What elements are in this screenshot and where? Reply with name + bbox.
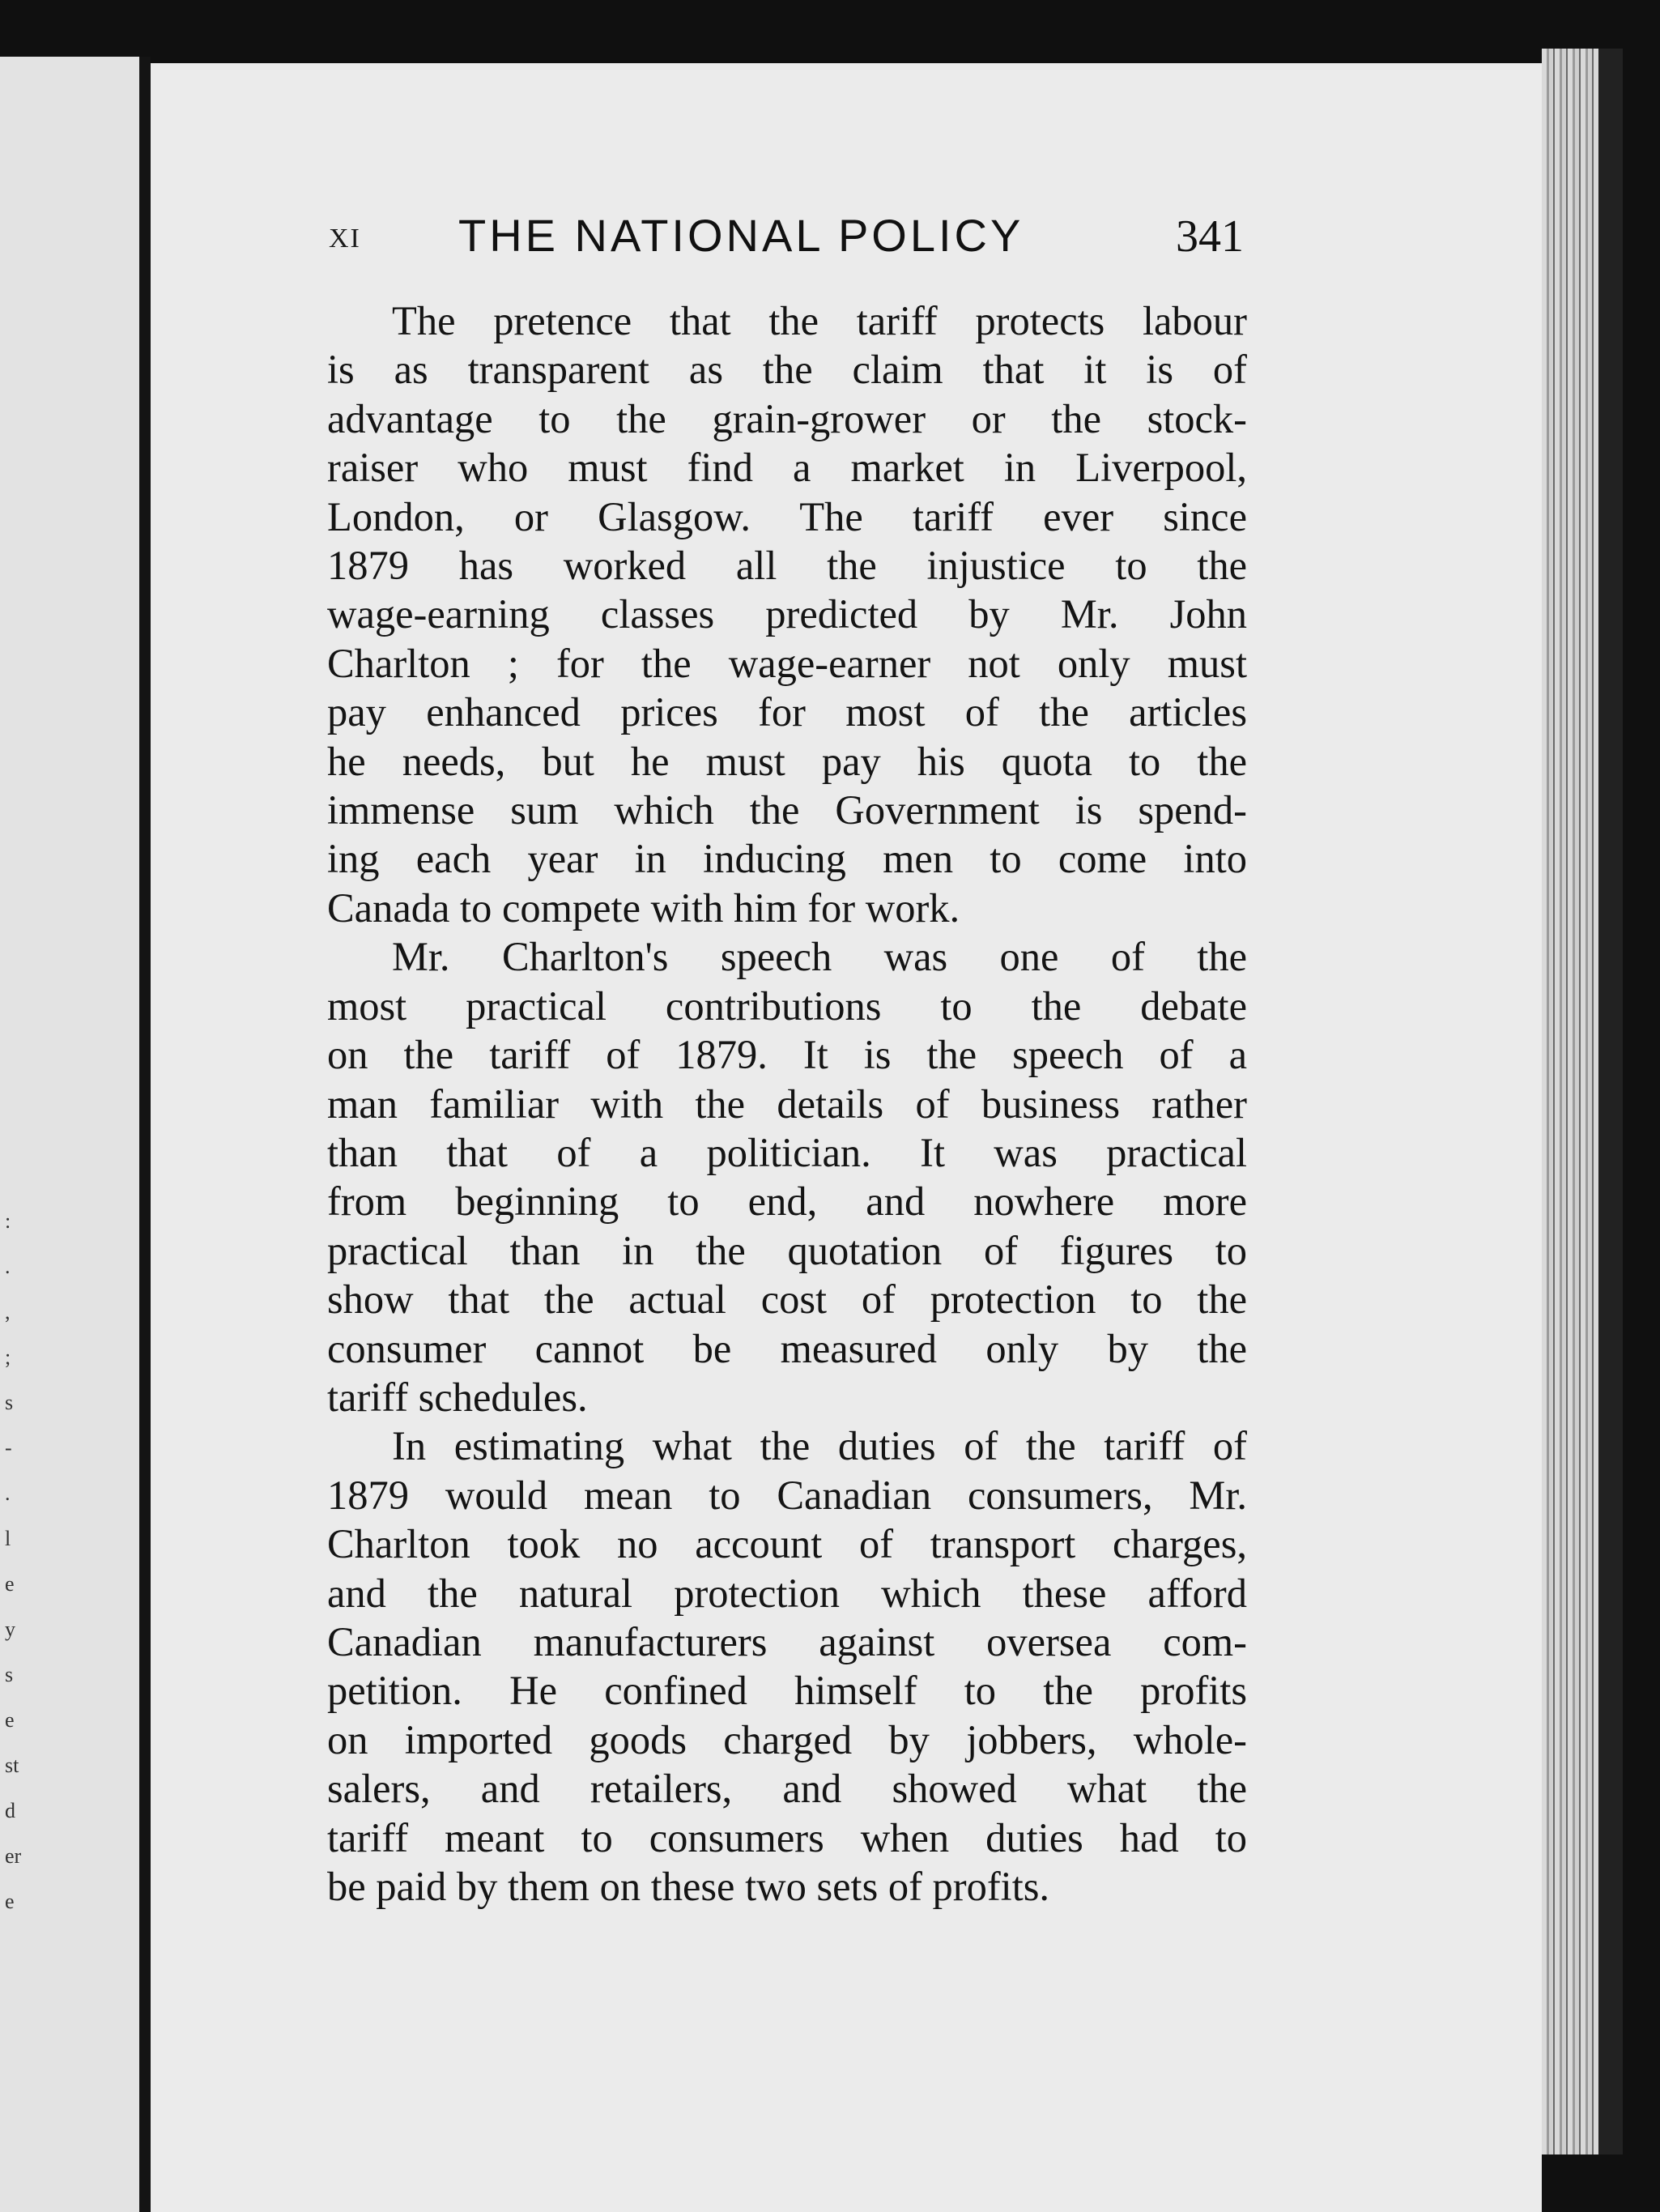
text-line: Canada to compete with him for work.: [327, 884, 960, 931]
page-stack-edge: [1542, 49, 1598, 2154]
margin-fragment: :: [5, 1209, 11, 1233]
facing-page-text-fragments: [5, 1199, 37, 1913]
text-line: raiser who must find a market in Liverpool,: [327, 445, 1247, 491]
margin-fragment: l: [5, 1527, 11, 1550]
text-line: Charlton ; for the wage-earner not only must: [327, 640, 1247, 686]
margin-fragment: e: [5, 1890, 15, 1913]
text-line: 1879 would mean to Canadian consumers, Mr.: [327, 1472, 1247, 1518]
text-line: show that the actual cost of protection to the: [327, 1276, 1247, 1323]
book-gutter: [139, 57, 151, 2212]
running-header: [329, 209, 1244, 274]
margin-fragment: s: [5, 1663, 14, 1686]
margin-fragment: er: [5, 1844, 22, 1868]
running-title: THE NATIONAL POLICY: [458, 210, 1024, 261]
margin-fragment: .: [5, 1255, 11, 1278]
text-line: tariff schedules.: [327, 1374, 588, 1420]
text-line: salers, and retailers, and showed what the: [327, 1766, 1247, 1812]
text-line: ing each year in inducing men to come into: [327, 836, 1247, 882]
text-line: In estimating what the duties of the tariff of: [392, 1423, 1247, 1469]
text-line: is as transparent as the claim that it is of: [327, 347, 1247, 393]
text-line: consumer cannot be measured only by the: [327, 1325, 1247, 1371]
text-line: than that of a politician. It was practical: [327, 1129, 1247, 1175]
margin-fragment: s: [5, 1391, 14, 1414]
paragraph: [327, 296, 1247, 932]
page-number: 341: [1176, 211, 1244, 262]
text-line: man familiar with the details of business rather: [327, 1080, 1247, 1127]
text-line: from beginning to end, and nowhere more: [327, 1178, 1247, 1225]
chapter-number: XI: [329, 224, 361, 254]
text-line: Canadian manufacturers against oversea com-: [327, 1618, 1247, 1664]
body-text: [327, 296, 1247, 1911]
margin-fragment: -: [5, 1436, 12, 1460]
margin-fragment: d: [5, 1799, 15, 1822]
text-line: practical than in the quotation of figures to: [327, 1227, 1247, 1273]
text-line: be paid by them on these two sets of profits.: [327, 1864, 1050, 1909]
margin-fragment: e: [5, 1708, 15, 1732]
paragraph: [327, 932, 1247, 1421]
text-line: tariff meant to consumers when duties had to: [327, 1814, 1247, 1860]
text-line: on the tariff of 1879. It is the speech of a: [327, 1032, 1247, 1078]
text-line: he needs, but he must pay his quota to the: [327, 738, 1247, 784]
text-line: pay enhanced prices for most of the articles: [327, 689, 1247, 735]
margin-fragment: e: [5, 1572, 15, 1596]
text-line: immense sum which the Government is spend-: [327, 787, 1247, 833]
paragraph: [327, 1421, 1247, 1911]
margin-fragment: st: [5, 1754, 19, 1777]
margin-fragment: ;: [5, 1345, 11, 1369]
text-line: The pretence that the tariff protects labour: [392, 298, 1247, 343]
text-line: most practical contributions to the debate: [327, 982, 1247, 1029]
margin-fragment: .: [5, 1481, 11, 1505]
book-cover-edge: [1598, 49, 1623, 2154]
margin-fragment: y: [5, 1617, 15, 1641]
margin-fragment: ,: [5, 1300, 11, 1323]
text-line: London, or Glasgow. The tariff ever since: [327, 493, 1247, 539]
text-line: 1879 has worked all the injustice to the: [327, 543, 1247, 589]
text-line: advantage to the grain-grower or the stock-: [327, 395, 1247, 441]
text-line: Mr. Charlton's speech was one of the: [392, 934, 1247, 980]
text-line: on imported goods charged by jobbers, whole-: [327, 1716, 1247, 1762]
text-line: wage-earning classes predicted by Mr. John: [327, 591, 1247, 637]
text-line: Charlton took no account of transport charges,: [327, 1521, 1247, 1567]
text-line: petition. He confined himself to the profits: [327, 1668, 1247, 1714]
text-line: and the natural protection which these afford: [327, 1570, 1247, 1616]
